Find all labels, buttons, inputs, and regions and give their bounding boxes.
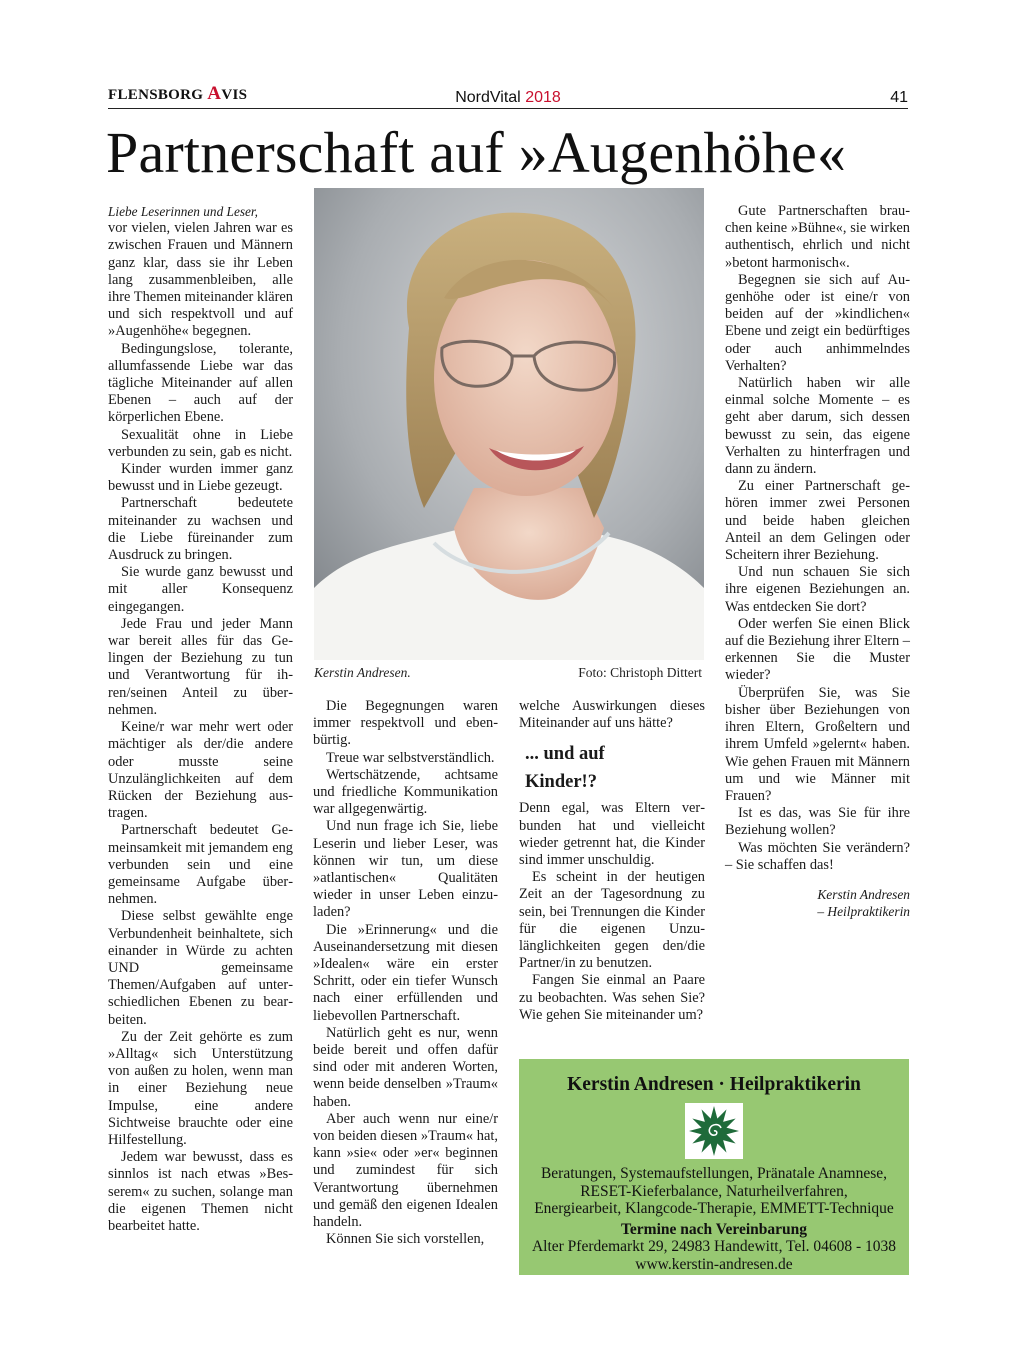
paragraph: Und nun frage ich Sie, liebe Leserin und lieber Leser, was können wir tun, um diese »atlantischen« Qualitäten wieder in unser Leben einzuladen? (313, 818, 498, 921)
article-column-4 (725, 203, 910, 921)
paragraph: Die »Erinnerung« und die Auseinandersetzung mit diesen »Idealen« wäre ein erster Schritt, oder ein tiefer Wunsch nach einer erfüllenden und liebevollen Partnerschaft. (313, 921, 498, 1024)
paragraph: Zu einer Partnerschaft gehören immer zwei Personen und beide haben gleichen Anteil an dem Gelingen oder Scheitern ihrer Beziehung. (725, 478, 910, 564)
article-column-3 (519, 698, 705, 1024)
paragraph: Es scheint in der heutigen Zeit an der Tagesordnung zu sein, bei Trennungen die Kinder für die eigenen Unzulänglichkeiten gegen den/die Partner/in zu benutzen. (519, 869, 705, 972)
paragraph: Überprüfen Sie, was Sie bisher über Beziehungen von ihren Eltern, Großeltern und ihrem Umfeld »gelernt« haben. Wie gehen Frauen mit Männern um und wie Männer mit Frauen? (725, 684, 910, 804)
paragraph: Natürlich geht es nur, wenn beide bereit und offen dafür sind oder mit anderen Worten, wenn beide denselben »Traum« haben. (313, 1024, 498, 1110)
paragraph: Natürlich haben wir alle einmal solche Momente – es geht aber darum, sich dessen bewusst zu sein, das eigene Verhalten zu hinterfragen und dann zu ändern. (725, 375, 910, 478)
portrait-photo (314, 188, 704, 660)
caption-name: Kerstin Andresen. (314, 665, 411, 680)
author-name: Kerstin Andresen (817, 886, 910, 902)
ad-title: Kerstin Andresen · Heilpraktikerin (567, 1074, 861, 1095)
paragraph: Treue war selbstverständlich. (326, 749, 495, 766)
paragraph: welche Auswirkungen dieses Miteinander auf uns hätte? (519, 698, 705, 732)
ad-appointments: Termine nach Vereinbarung (620, 1220, 808, 1238)
photo-credit: Foto: Christoph Dittert (578, 665, 702, 680)
paragraph: Ist es das, was Sie für ihre Beziehung wollen? (725, 805, 910, 839)
paragraph: Jede Frau und jeder Mann war bereit alles für das Gelingen der Beziehung zu tun und Verantwortung für ihren/seinen Anteil zu übernehmen. (108, 615, 293, 718)
paragraph: Was möchten Sie verändern? – Sie schaffen das! (725, 839, 910, 873)
author-signature (725, 886, 910, 921)
paragraph: Jedem war bewusst, dass es sinnlos ist nach etwas »Besserem« zu suchen, solange man die eigenen Themen nicht bearbeitet hatte. (108, 1149, 293, 1234)
subheading: ... und auf Kinder!? (525, 744, 605, 793)
paragraph: Die Begegnungen waren immer respektvoll und ebenbürtig. (313, 698, 498, 749)
paragraph: Kinder wurden immer ganz bewusst und in Liebe gezeugt. (108, 461, 293, 495)
paragraph: Begegnen sie sich auf Augenhöhe oder ist eine/r von beiden auf der »kindlichen« Ebene und zeigt ein bedürftiges oder auch anhimmelndes Verhalten? (725, 271, 910, 374)
magazine-title: NordVital 2018 (455, 89, 561, 106)
paragraph: vor vielen, vielen Jahren war es zwischen Frauen und Männern ganz klar, dass sie ihr Leben lang zusammenbleiben, alle ihre Themen miteinander klären und sich respektvoll und auf »Augenhöhe« begegnen. (108, 220, 293, 340)
page-number: 41 (890, 89, 908, 106)
article-column-1 (108, 203, 293, 1235)
paragraph: Diese selbst gewählte enge Verbundenheit beinhaltete, sich einander in Würde zu achten UND gemeinsame Themen/Aufgaben auf unterschiedlichen Ebenen zu bearbeiten. (108, 908, 293, 1028)
paragraph: Oder werfen Sie einen Blick auf die Beziehung ihrer Eltern – erkennen Sie die Muster wieder? (725, 615, 911, 684)
paragraph: Zu der Zeit gehörte es zum »Alltag« sich Unterstützung von außen zu holen, wenn man in einer Beziehung neue Impulse, eine andere Sichtweise brauchte oder eine Hilfestellung. (108, 1028, 293, 1148)
paragraph: Fangen Sie einmal an Paare zu beobachten. Was sehen Sie? Wie gehen Sie miteinander um? (519, 972, 705, 1023)
article-headline: Partnerschaft auf »Augenhöhe« (106, 120, 847, 185)
page-header (108, 83, 908, 109)
paragraph: Denn egal, was Eltern verbunden hat und vielleicht wieder getrennt hat, die Kinder sind immer unschuldig. (519, 800, 705, 869)
ad-services-line: Energiearbeit, Klangcode-Therapie, EMMETT-Technique (534, 1200, 894, 1217)
ad-services-line: Beratungen, Systemaufstellungen, Pränatale Anamnese, (540, 1165, 888, 1182)
paragraph: Bedingungslose, tolerante, allumfassende Liebe war das tägliche Miteinander auf allen Ebenen – auch auf der körperlichen Ebene. (108, 340, 293, 426)
article-column-2 (313, 698, 498, 1249)
ad-website[interactable]: www.kerstin-andresen.de (635, 1255, 793, 1273)
paragraph: Partnerschaft bedeutet Gemeinsamkeit mit jemandem eng verbunden sein und eine gemeinsame Aufgabe übernehmen. (108, 822, 293, 908)
paragraph: Aber auch wenn nur eine/r von beiden diesen »Traum« hat, kann »sie« oder »er« beginnen und zumindest für sich Verantwortung übernehmen und gemäß den eigenen Idealen handeln. (313, 1110, 498, 1231)
sun-spiral-icon (685, 1103, 743, 1159)
paragraph: Sie wurde ganz bewusst und mit aller Konsequenz eingegangen. (108, 564, 293, 615)
masthead-logo: FLENSBORG AVIS (108, 83, 248, 104)
paragraph: Sexualität ohne in Liebe verbunden zu sein, gab es nicht. (108, 426, 293, 460)
paragraph: Und nun schauen Sie sich ihre eigenen Beziehungen an. Was entdecken Sie dort? (725, 564, 910, 615)
salutation: Liebe Leserinnen und Leser, (108, 204, 258, 219)
paragraph: Wertschätzende, achtsame und friedliche Kommunikation war allgegenwärtig. (313, 766, 498, 818)
paragraph: Keine/r war mehr wert oder mächtiger als der/die andere oder musste seine Unzulänglichkeiten auf dem Rücken der Beziehung austragen. (108, 719, 293, 822)
ad-address: Alter Pferdemarkt 29, 24983 Handewitt, Tel. 04608 - 1038 (531, 1238, 897, 1255)
advertisement-box (519, 1059, 909, 1275)
paragraph: Partnerschaft bedeutete miteinander zu wachsen und die Liebe füreinander zum Ausdruck zu bringen. (108, 495, 293, 564)
paragraph: Gute Partnerschaften brauchen keine »Bühne«, sie wirken authentisch, ehrlich und nicht »betont harmonisch«. (725, 203, 910, 271)
author-title: – Heilpraktikerin (817, 904, 910, 920)
paragraph: Können Sie sich vorstellen, (326, 1231, 485, 1248)
ad-services-line: RESET-Kieferbalance, Naturheilverfahren, (580, 1182, 848, 1200)
